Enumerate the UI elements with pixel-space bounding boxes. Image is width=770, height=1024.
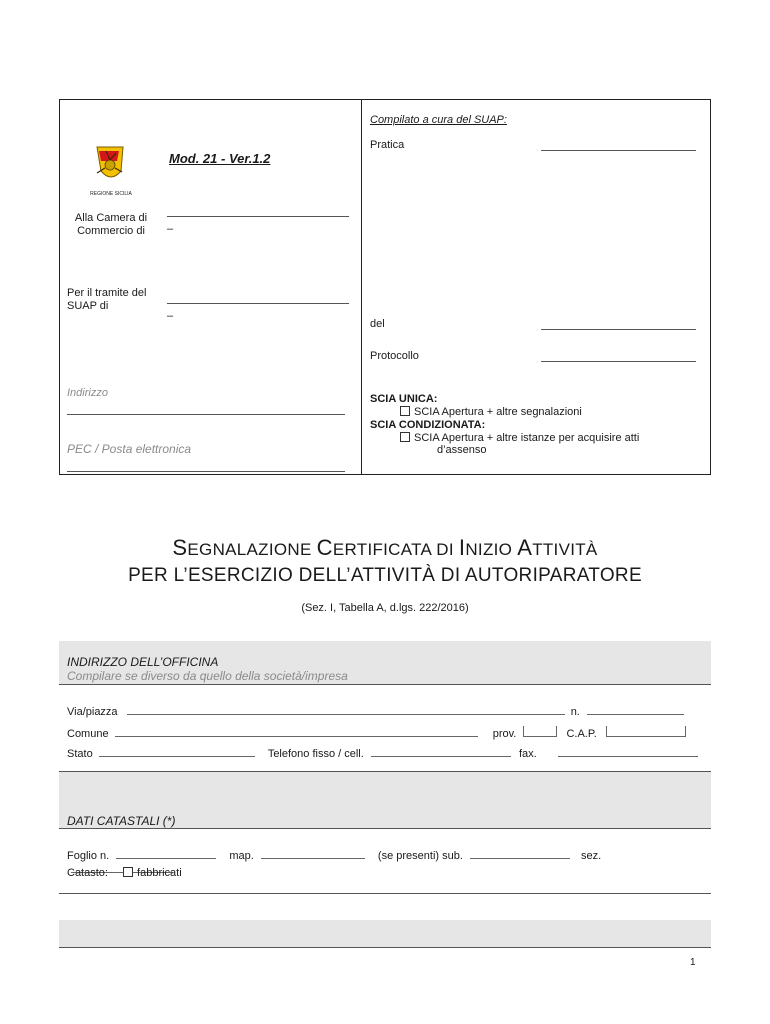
camera-label-line2: Commercio di <box>77 225 145 237</box>
pratica-label: Pratica <box>370 139 405 151</box>
suap-dash: – <box>167 310 174 322</box>
comune-field[interactable] <box>115 726 478 737</box>
cap-field[interactable] <box>606 726 686 737</box>
title-initial-a: A <box>517 535 533 560</box>
pec-label: PEC / Posta elettronica <box>67 442 192 456</box>
suap-label-line1: Per il tramite del <box>67 287 147 299</box>
telefono-field[interactable] <box>371 746 511 757</box>
sez-label: sez. <box>581 850 602 862</box>
via-field[interactable] <box>127 704 565 715</box>
n-label: n. <box>570 706 580 718</box>
map-field[interactable] <box>261 848 365 859</box>
stato-field[interactable] <box>99 746 255 757</box>
camera-dash: – <box>167 223 174 235</box>
officina-subtitle: Compilare se diverso da quello della società/impresa <box>67 669 348 683</box>
del-field[interactable] <box>541 329 696 330</box>
telefono-label: Telefono fisso / cell. <box>267 748 364 760</box>
fax-field[interactable] <box>558 746 698 757</box>
officina-title: INDIRIZZO DELL’OFFICINA <box>67 655 219 669</box>
scia-condizionata-option-line2: d’assenso <box>437 444 487 456</box>
scia-condizionata-label: SCIA CONDIZIONATA: <box>370 419 486 431</box>
next-section-band <box>59 920 711 947</box>
del-label: del <box>370 318 385 330</box>
document-title <box>0 535 770 561</box>
scia-unica-checkbox[interactable] <box>400 406 410 416</box>
foglio-label: Foglio n. <box>67 850 110 862</box>
trinacria-icon <box>89 145 133 185</box>
via-label: Via/piazza <box>67 706 118 718</box>
camera-field[interactable] <box>167 216 349 217</box>
sub-field[interactable] <box>470 848 570 859</box>
fax-label: fax. <box>518 748 537 760</box>
title-word-segnalazione: EGNALAZIONE <box>187 540 317 559</box>
title-initial-c: C <box>316 535 333 560</box>
scia-unica-option[interactable] <box>400 406 582 419</box>
title-initial-s: S <box>172 535 188 560</box>
camera-label <box>69 212 153 238</box>
document-subtitle: PER L’ESERCIZIO DELL’ATTIVITÀ DI AUTORIPARATORE <box>128 565 642 586</box>
page-number: 1 <box>690 957 696 968</box>
prov-label: prov. <box>492 728 517 740</box>
header-divider <box>361 99 362 475</box>
scia-unica-label: SCIA UNICA: <box>370 393 438 405</box>
title-word-certificata: ERTIFICATA DI <box>332 540 459 559</box>
comune-label: Comune <box>67 728 109 740</box>
catasto-label: Catasto: <box>67 867 108 879</box>
legal-reference: (Sez. I, Tabella A, d.lgs. 222/2016) <box>301 602 469 614</box>
title-initial-i: I <box>458 535 466 560</box>
title-word-inizio: NIZIO <box>465 540 518 559</box>
scia-condizionata-option-label-1: SCIA Apertura + altre istanze per acquisire atti <box>414 432 640 444</box>
pratica-field[interactable] <box>541 150 696 151</box>
catasto-row <box>67 867 182 879</box>
title-word-attivita: TTIVITÀ <box>532 540 598 559</box>
catastali-title: DATI CATASTALI (*) <box>67 814 176 828</box>
comune-row <box>67 726 707 740</box>
map-label: map. <box>229 850 254 862</box>
protocollo-label: Protocollo <box>370 350 419 362</box>
sub-label: (se presenti) sub. <box>377 850 463 862</box>
region-seal <box>89 145 133 197</box>
civic-number-field[interactable] <box>587 704 684 715</box>
stato-label: Stato <box>67 748 93 760</box>
seal-caption: REGIONE SICILIA <box>90 191 132 197</box>
stato-row <box>67 746 707 760</box>
foglio-field[interactable] <box>116 848 216 859</box>
prov-field[interactable] <box>523 726 557 737</box>
fabbricati-checkbox[interactable] <box>123 867 133 877</box>
cap-label: C.A.P. <box>566 728 597 740</box>
scia-condizionata-checkbox[interactable] <box>400 432 410 442</box>
mod-label: Mod. 21 - Ver.1.2 <box>169 151 271 166</box>
next-section-divider <box>59 947 711 948</box>
officina-divider <box>59 684 711 685</box>
fabbricati-label: fabbricati <box>137 867 182 879</box>
suap-label-line2: SUAP di <box>67 300 109 312</box>
suap-section-title: Compilato a cura del SUAP: <box>370 114 507 126</box>
camera-label-line1: Alla Camera di <box>74 212 148 224</box>
scia-unica-option-label: SCIA Apertura + altre segnalazioni <box>414 406 582 418</box>
indirizzo-label: Indirizzo <box>67 387 108 399</box>
indirizzo-field[interactable] <box>67 414 345 415</box>
via-row <box>67 704 707 718</box>
suap-field[interactable] <box>167 303 349 304</box>
suap-label <box>67 287 146 313</box>
catastali-bottom-divider <box>59 893 711 894</box>
catastali-divider <box>59 828 711 829</box>
protocollo-field[interactable] <box>541 361 696 362</box>
scia-condizionata-option[interactable] <box>400 432 639 445</box>
pec-field[interactable] <box>67 471 345 472</box>
